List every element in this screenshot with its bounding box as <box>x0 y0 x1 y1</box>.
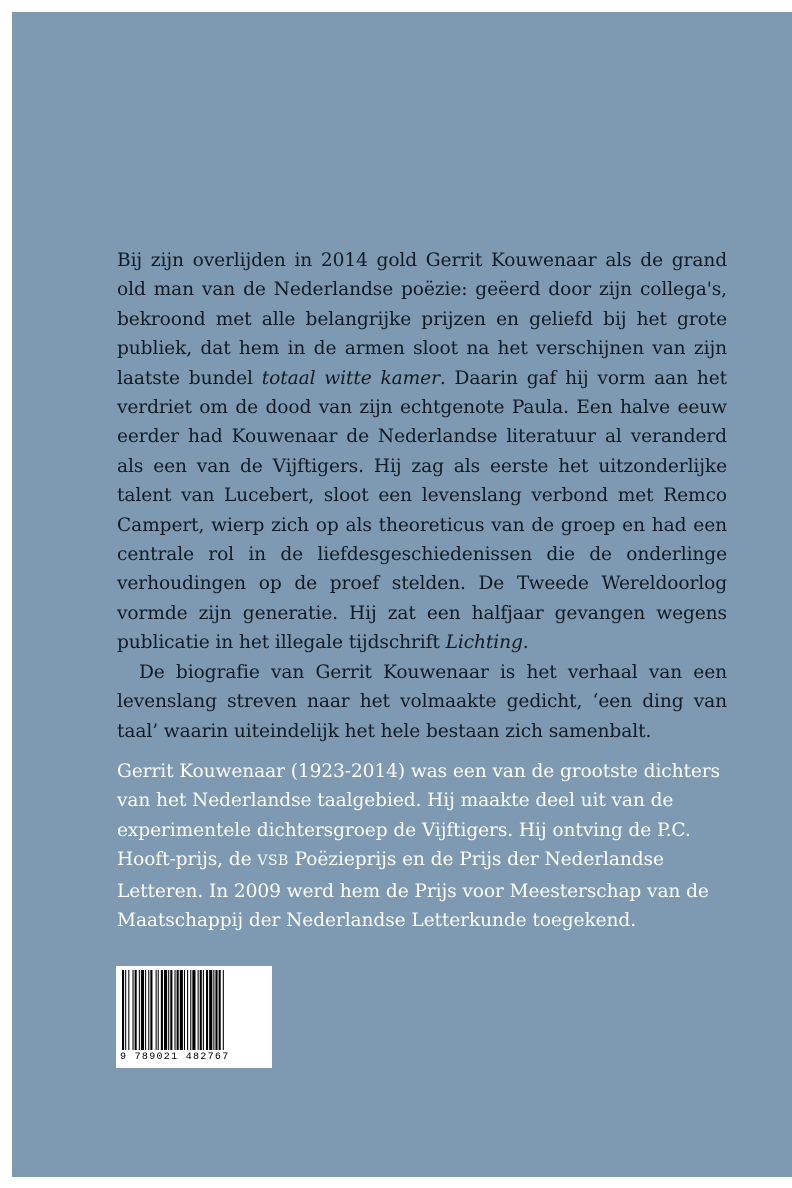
barcode-bar <box>223 970 224 1050</box>
barcode-bar <box>190 970 191 1050</box>
barcode-bar <box>125 970 126 1050</box>
barcode-digits: 9 789021 482767 <box>120 1052 230 1063</box>
barcode-bar <box>156 970 157 1050</box>
book-title-italic: totaal witte kamer <box>261 367 440 389</box>
author-bio-paragraph <box>117 757 727 935</box>
barcode-bar <box>203 970 204 1050</box>
barcode-bar <box>141 970 144 1050</box>
barcode-bar <box>213 970 214 1050</box>
blurb-text-part: . Daarin gaf hij vorm aan het verdriet om de dood van zijn echtgenote Paula. Een halve eeuw eerder had Kouwenaar de Nederlandse literatuur al veranderd als een van de Vijftigers. Hij zag als eerste het uitzonderlijke talent van Lucebert, sloot een levenslang verbond met Remco Campert, wierp zich op als theoreticus van de groep en had een centrale rol in de liefdesgeschiedenissen die de onderlinge verhoudingen op de proef stelden. De Tweede Wereldoorlog vormde zijn generatie. Hij zat een halfjaar gevangen wegens publicatie in het illegale tijdschrift <box>117 367 728 654</box>
barcode-bar <box>164 970 167 1050</box>
barcode-bar <box>192 970 195 1050</box>
barcode-bar <box>133 970 134 1050</box>
barcode-bar <box>158 970 159 1050</box>
barcode-bar <box>170 970 172 1050</box>
barcode-bar <box>150 970 152 1050</box>
blurb-paragraph-2: De biografie van Gerrit Kouwenaar is het verhaal van een levenslang streven naar het volmaakte gedicht, ‘een ding van taal’ waarin uiteindelijk het hele bestaan zich samenbalt. <box>117 661 727 742</box>
barcode-bar <box>215 970 217 1050</box>
vsb-small-caps: VSB <box>257 853 289 870</box>
barcode-bars <box>120 970 268 1050</box>
barcode-bar <box>206 970 208 1050</box>
barcode-bar <box>139 970 140 1050</box>
barcode-bar <box>209 970 212 1050</box>
journal-title-italic: Lichting <box>445 632 523 654</box>
barcode-bar <box>122 970 124 1050</box>
barcode-bar <box>219 970 221 1050</box>
bio-text-part: Gerrit Kouwenaar (1923-2014) was een van de grootste dichters van het Nederlandse taalgebied. Hij maakte deel uit van de experimentele dichtersgroep de Vijftigers. Hij ontving de P.C. Hooft-prijs, de <box>117 761 720 871</box>
barcode-bar <box>148 970 149 1050</box>
blurb-text-part: . <box>522 632 529 654</box>
barcode-bar <box>175 970 176 1050</box>
barcode-bar <box>161 970 163 1050</box>
barcode-bar <box>135 970 137 1050</box>
barcode-bar <box>184 970 185 1050</box>
isbn-barcode <box>116 966 272 1068</box>
barcode-bar <box>177 970 179 1050</box>
book-blurb <box>117 246 727 746</box>
blurb-text-part: Bij zijn overlijden in 2014 gold Gerrit Kouwenaar als de grand old man van de Nederlandse poëzie: geëerd door zijn collega's, bekroond met alle belangrijke prijzen en geliefd bij het grote publiek, dat hem in de armen sloot na het verschijnen van zijn laatste bundel <box>117 250 727 389</box>
barcode-bar <box>145 970 146 1050</box>
barcode-bar <box>200 970 202 1050</box>
blurb-paragraph-1 <box>117 246 727 658</box>
barcode-bar <box>180 970 183 1050</box>
author-bio <box>117 757 727 935</box>
bio-text-part: Poëzieprijs en de Prijs der Nederlandse Letteren. In 2009 werd hem de Prijs voor Meesterschap van de Maatschappij der Nederlandse Letterkunde toegekend. <box>117 849 709 932</box>
barcode-bar <box>187 970 188 1050</box>
barcode-bar <box>168 970 169 1050</box>
barcode-bar <box>128 970 129 1050</box>
barcode-bar <box>198 970 199 1050</box>
